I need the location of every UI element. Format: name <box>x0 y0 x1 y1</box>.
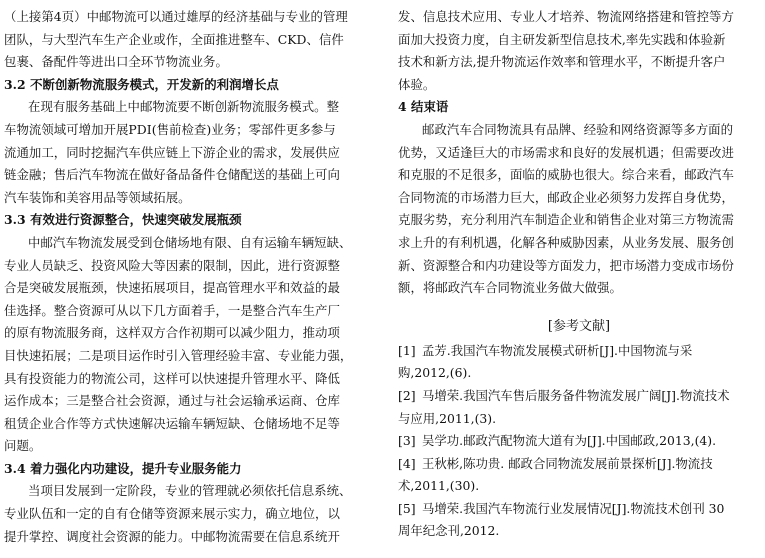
text-line: 当项目发展到一定阶段，专业的管理就必须依托信息系统、 <box>28 483 352 499</box>
section-heading-4: 4 结束语 <box>398 99 449 115</box>
reference-text: 马增荣.我国汽车售后服务备件物流发展广阔[J].物流技术 <box>422 387 730 403</box>
text-line: 在现有服务基础上中邮物流要不断创新物流服务模式。整 <box>28 99 340 115</box>
paragraph-continued <box>398 6 760 96</box>
text-line: 流通加工，同时挖掘汽车供应链上下游企业的需求，发展供应 <box>4 144 340 160</box>
text-line: 体验。 <box>398 76 436 92</box>
references-list <box>398 340 760 543</box>
text-line: （上接第4页）中邮物流可以通过雄厚的经济基础与专业的管理 <box>4 9 348 24</box>
reference-number: [4] <box>398 455 416 471</box>
paragraph-3-4 <box>4 480 362 548</box>
reference-number: [5] <box>398 500 416 516</box>
section-heading-3-2: 3.2 不断创新物流服务模式，开发新的利润增长点 <box>4 76 279 92</box>
text-line: 的原有物流服务商，这样双方合作初期可以减少阻力，推动项 <box>4 325 340 341</box>
text-line: 新、资源整合和内功建设等方面发力，把市场潜力变成市场份 <box>398 257 734 273</box>
section-heading-3-3: 3.3 有效进行资源整合，快速突破发展瓶颈 <box>4 212 242 228</box>
text-line: 佳选择。整合资源可从以下几方面着手，一是整合汽车生产厂 <box>4 302 340 318</box>
paragraph-conclusion <box>398 119 760 300</box>
text-line: 合同物流的市场潜力巨大，邮政企业必须努力发挥自身优势， <box>398 189 734 205</box>
references-title: [参考文献] <box>547 318 611 334</box>
left-column <box>4 6 362 548</box>
paragraph-intro <box>4 6 362 74</box>
reference-text: 吴学功.邮政汽配物流大道有为[J].中国邮政,2013,(4). <box>422 433 717 449</box>
text-line: 中邮汽车物流发展受到仓储场地有限、自有运输车辆短缺、 <box>28 234 352 250</box>
reference-text: 与应用,2011,(3). <box>398 410 497 426</box>
text-line: 汽车装饰和美容用品等领域拓展。 <box>4 189 191 205</box>
text-line: 克服劣势，充分利用汽车制造企业和销售企业对第三方物流需 <box>398 212 734 228</box>
reference-text: 购,2012,(6). <box>398 365 472 381</box>
text-line: 专业队伍和一定的自有仓储等资源来展示实力，确立地位，以 <box>4 506 340 522</box>
reference-text: 孟芳.我国汽车物流发展模式研析[J].中国物流与采 <box>422 342 693 358</box>
text-line: 问题。 <box>4 438 42 454</box>
text-line: 提升掌控、调度社会资源的能力。中邮物流需要在信息系统开 <box>4 528 340 544</box>
reference-text: 王秋彬,陈功贵. 邮政合同物流发展前景探析[J].物流技 <box>422 455 713 471</box>
paragraph-3-3 <box>4 232 362 458</box>
text-line: 具有投资能力的物流公司，这样可以快速提升管理水平、降低 <box>4 370 340 386</box>
paragraph-3-2 <box>4 96 362 209</box>
text-line: 合是突破发展瓶颈，快速拓展项目，提高管理水平和效益的最 <box>4 280 340 296</box>
reference-text: 术,2011,(30). <box>398 478 480 494</box>
text-line: 链金融；售后汽车物流在做好备品备件仓储配送的基础上可向 <box>4 167 340 183</box>
text-line: 发、信息技术应用、专业人才培养、物流网络搭建和管控等方 <box>398 9 734 24</box>
reference-text: 周年纪念刊,2012. <box>398 523 500 539</box>
reference-number: [2] <box>398 387 416 403</box>
text-line: 车物流领域可增加开展PDI(售前检查)业务；零部件更多参与 <box>4 121 336 137</box>
text-line: 包裹、备配件等进出口全环节物流业务。 <box>4 54 228 70</box>
text-line: 面加大投资力度，自主研发新型信息技术,率先实践和体验新 <box>398 31 726 47</box>
text-line: 专业人员缺乏、投资风险大等因素的限制，因此，进行资源整 <box>4 257 340 273</box>
text-line: 优势，又适逢巨大的市场需求和良好的发展机遇；但需要改进 <box>398 144 734 160</box>
text-line: 额，将邮政汽车合同物流业务做大做强。 <box>398 280 622 296</box>
reference-number: [3] <box>398 433 416 449</box>
text-line: 目快速拓展；二是项目运作时引入管理经验丰富、专业能力强， <box>4 347 353 363</box>
reference-item <box>398 340 760 385</box>
reference-text: 马增荣.我国汽车物流行业发展情况[J].物流技术创刊 30 <box>422 500 725 516</box>
text-line: 租赁企业合作等方式快速解决运输车辆短缺、仓储场地不足等 <box>4 415 340 431</box>
text-line: 技术和新方法,提升物流运作效率和管理水平，不断提升客户 <box>398 54 726 70</box>
reference-item <box>398 498 760 543</box>
text-line: 团队，与大型汽车生产企业或作，全面推进整车、CKD、信件 <box>4 31 344 47</box>
text-line: 运作成本；三是整合社会资源，通过与社会运输承运商、仓库 <box>4 393 340 409</box>
section-heading-3-4: 3.4 着力强化内功建设，提升专业服务能力 <box>4 460 242 476</box>
reference-number: [1] <box>398 342 416 358</box>
right-column <box>398 6 760 543</box>
reference-item <box>398 430 760 453</box>
text-line: 求上升的有利机遇，化解各种威胁因素，从业务发展、服务创 <box>398 234 734 250</box>
text-line: 和克服的不足很多，面临的威胁也很大。综合来看，邮政汽车 <box>398 167 734 183</box>
text-line: 邮政汽车合同物流具有品牌、经验和网络资源等多方面的 <box>422 121 734 137</box>
reference-item <box>398 385 760 430</box>
reference-item <box>398 453 760 498</box>
